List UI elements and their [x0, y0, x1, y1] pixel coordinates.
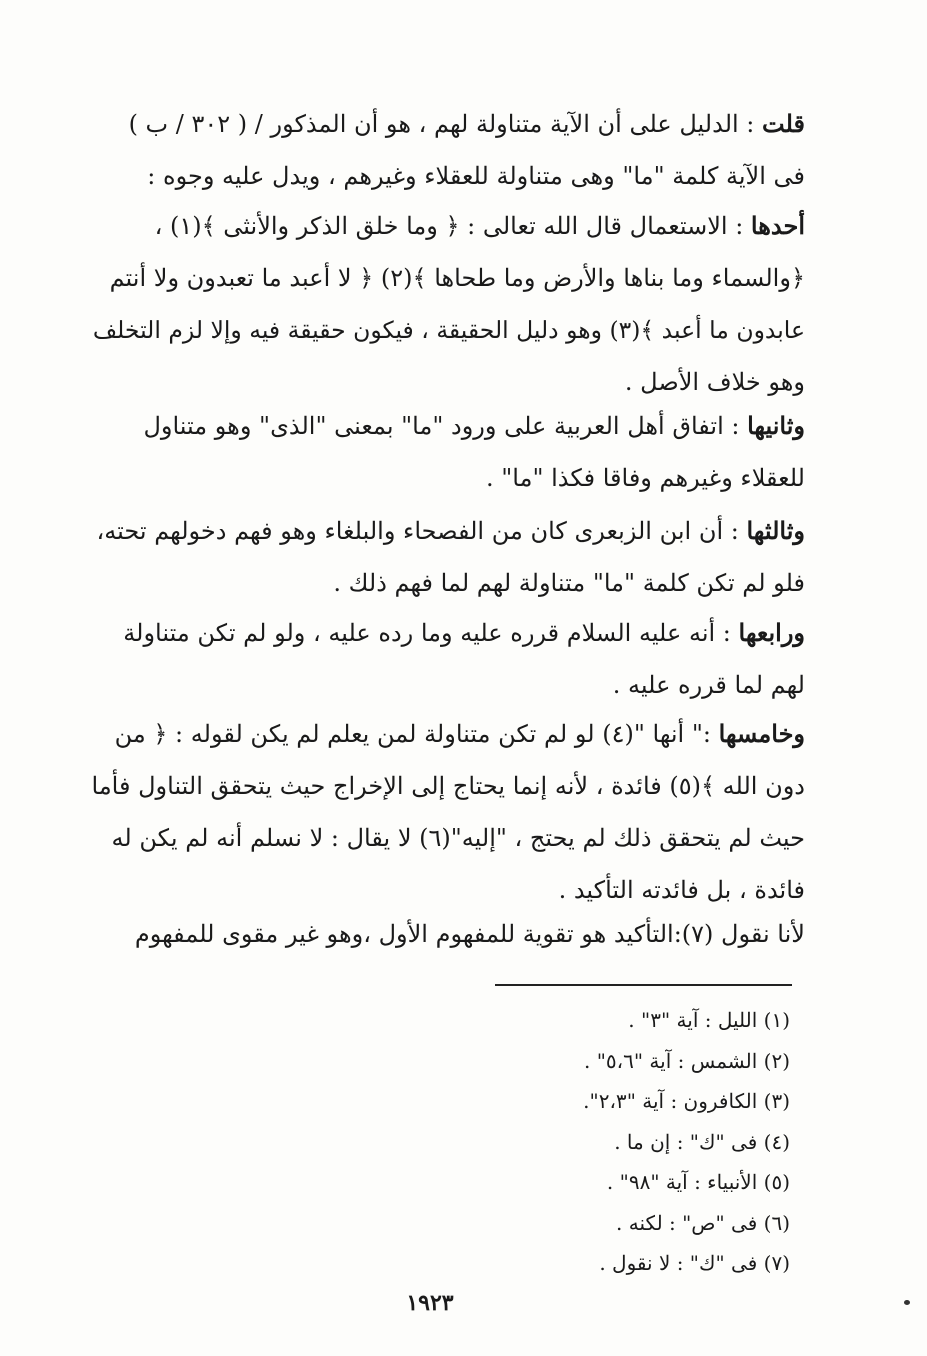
paragraph-line: عابدون ما أعبد ﴾(٣) وهو دليل الحقيقة ، فيكون حقيقة فيه وإلا لزم التخلف: [92, 316, 805, 344]
paragraph-line: دون الله ﴾(٥) فائدة ، لأنه إنما يحتاج إلى الإخراج حيث يتحقق التناول فأما: [91, 772, 805, 800]
paragraph-line: فلو لم تكن كلمة "ما" متناولة لهم لما فهم ذلك .: [333, 569, 805, 597]
paragraph-lead-rest: : الاستعمال قال الله تعالى : ﴿ وما خلق الذكر والأنثى ﴾(١) ،: [154, 212, 751, 240]
paragraph-line: حيث لم يتحقق ذلك لم يحتج ، "إليه"(٦) لا يقال : لا نسلم أنه لم يكن له: [111, 824, 805, 852]
paragraph-line: وهو خلاف الأصل .: [624, 368, 805, 396]
paragraph-2: [80, 200, 805, 408]
paragraph-6: [80, 708, 805, 916]
paragraph-4: [80, 505, 805, 609]
footnote-item: (٥) الأنبياء : آية "٩٨" .: [606, 1170, 790, 1194]
paragraph-lead-rest: : اتفاق أهل العربية على ورود "ما" بمعنى "الذى" وهو متناول: [143, 412, 748, 440]
paragraph-line: لأنا نقول (٧):التأكيد هو تقوية للمفهوم الأول ،وهو غير مقوى للمفهوم: [134, 920, 805, 948]
footnote-item: (٦) فى "ص" : لكنه .: [616, 1210, 790, 1235]
paragraph-7: [80, 908, 805, 960]
paragraph-3: [80, 400, 805, 504]
paragraph-line: [80, 607, 805, 659]
paragraph-lead-rest: : أن ابن الزبعرى كان من الفصحاء والبلغاء وهو فهم دخولهم تحته،: [96, 517, 747, 545]
page-number: ١٩٢٣: [406, 1290, 454, 1316]
paragraph-lead-word: أحدها: [750, 211, 805, 240]
paragraph-line: لهم لما قرره عليه .: [612, 671, 805, 699]
paragraph-line: [80, 98, 805, 150]
paragraph-line: فى الآية كلمة "ما" وهى متناولة للعقلاء وغيرهم ، ويدل عليه وجوه :: [147, 162, 805, 190]
paragraph-lead-word: وثالثها: [746, 516, 805, 545]
paragraph-line: [80, 400, 805, 452]
paragraph-lead-word: قلت: [762, 109, 805, 138]
paragraph-lead-rest: :" أنها "(٤) لو لم تكن متناولة لمن يعلم لم يكن لقوله : ﴿ من: [114, 720, 719, 748]
footnote-item: (٢) الشمس : آية "٥،٦" .: [583, 1048, 790, 1073]
footnote-separator: [495, 984, 792, 986]
paragraph-line: [80, 708, 805, 760]
paragraph-lead-word: ورابعها: [738, 618, 805, 647]
footnote-item: (٤) فى "ك" : إن ما .: [614, 1129, 790, 1154]
paragraph-lead-word: وثانيها: [747, 411, 805, 440]
paragraph-lead-rest: : الدليل على أن الآية متناولة لهم ، هو أن المذكور / ( ٣٠٢ / ب ): [128, 110, 763, 138]
paragraph-line: [80, 200, 805, 252]
footnote-item: (١) الليل : آية "٣" .: [628, 1008, 790, 1032]
paragraph-line: للعقلاء وغيرهم وفاقا فكذا "ما" .: [485, 464, 805, 492]
footnote-item: (٧) فى "ك" : لا نقول .: [599, 1251, 790, 1275]
footnotes-list: [420, 1000, 790, 1284]
paragraph-1: [80, 98, 805, 202]
paragraph-lead-rest: : أنه عليه السلام قرره عليه وما رده عليه ، ولو لم تكن متناولة: [123, 619, 739, 647]
paragraph-line: ﴿والسماء وما بناها والأرض وما طحاها ﴾(٢) ﴿ لا أعبد ما تعبدون ولا أنتم: [109, 264, 805, 292]
paragraph-lead-word: وخامسها: [718, 719, 805, 748]
scan-speck: [904, 1300, 910, 1305]
paragraph-line: فائدة ، بل فائدته التأكيد .: [558, 876, 805, 904]
paragraph-5: [80, 607, 805, 711]
paragraph-line: [80, 505, 805, 557]
footnote-item: (٣) الكافرون : آية "٢،٣".: [583, 1089, 790, 1113]
